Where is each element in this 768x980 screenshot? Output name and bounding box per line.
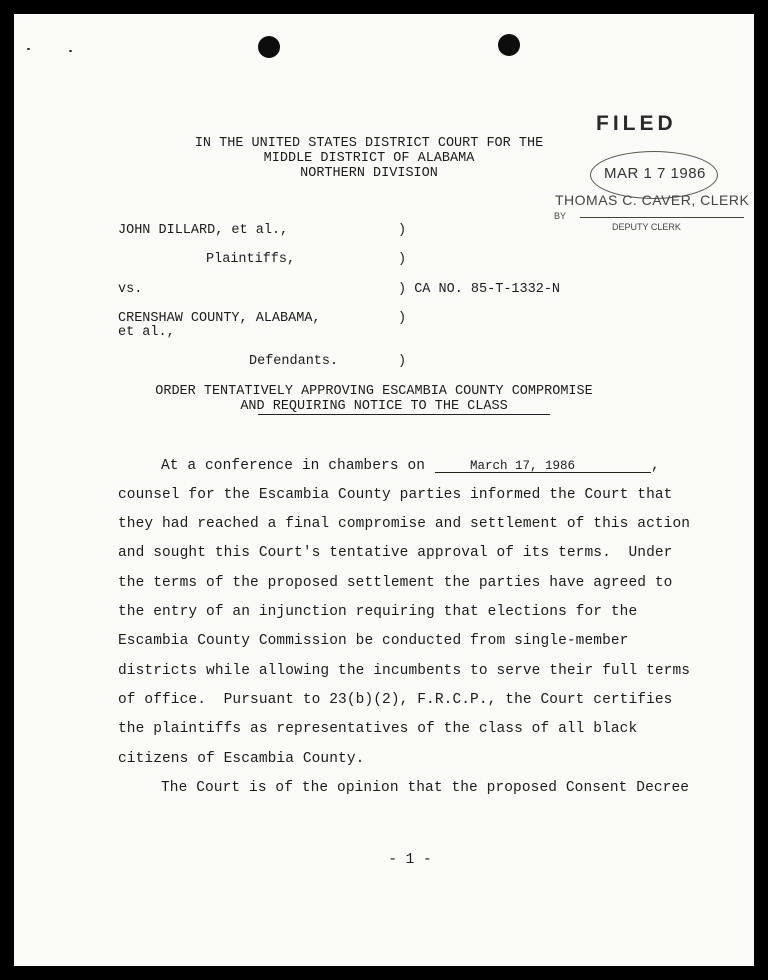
comma: ,	[651, 458, 660, 474]
filed-date: MAR 1 7 1986	[604, 165, 706, 182]
court-line-2: MIDDLE DISTRICT OF ALABAMA	[263, 151, 475, 166]
body-line: Escambia County Commission be conducted from single-member	[118, 633, 629, 649]
versus: vs.	[118, 282, 143, 297]
paragraph-1-start: At a conference in chambers on	[161, 458, 426, 474]
filed-stamp: FILED	[596, 112, 677, 135]
by-label: BY	[554, 211, 567, 221]
defendant-name: CRENSHAW COUNTY, ALABAMA,	[118, 311, 321, 326]
clerk-name: THOMAS C. CAVER, CLERK	[555, 192, 750, 208]
order-title-line-2: AND REQUIRING NOTICE TO THE CLASS	[240, 399, 508, 414]
body-line: citizens of Escambia County.	[118, 751, 365, 767]
paren: )	[398, 311, 407, 326]
body-line: of office. Pursuant to 23(b)(2), F.R.C.P., the Court certifies	[118, 692, 673, 708]
scan-speck	[27, 48, 30, 50]
body-line: and sought this Court's tentative approval of its terms. Under	[118, 545, 673, 561]
body-line: the plaintiffs as representatives of the class of all black	[118, 721, 638, 737]
body-line: districts while allowing the incumbents to serve their full terms	[118, 663, 691, 679]
date-fill-line	[435, 472, 651, 473]
title-underline	[258, 414, 550, 415]
plaintiffs-label: Plaintiffs,	[206, 252, 296, 267]
punch-hole-left	[258, 36, 280, 58]
page-number: - 1 -	[388, 852, 432, 868]
body-line: counsel for the Escambia County parties informed the Court that	[118, 487, 673, 503]
paren: )	[398, 354, 407, 369]
scan-speck	[69, 50, 72, 52]
paren: )	[398, 252, 407, 267]
deputy-clerk-label: DEPUTY CLERK	[612, 222, 681, 232]
signature-line	[580, 217, 744, 218]
document-page	[14, 14, 754, 966]
body-line: they had reached a final compromise and settlement of this action	[118, 516, 691, 532]
body-line: the entry of an injunction requiring that elections for the	[118, 604, 638, 620]
defendant-et-al: et al.,	[118, 325, 175, 340]
plaintiff-name: JOHN DILLARD, et al.,	[118, 223, 289, 238]
body-line: the terms of the proposed settlement the parties have agreed to	[118, 575, 673, 591]
court-line-3: NORTHERN DIVISION	[300, 166, 438, 181]
order-title-line-1: ORDER TENTATIVELY APPROVING ESCAMBIA COUNTY COMPROMISE	[155, 384, 593, 399]
paren: )	[398, 223, 407, 238]
court-line-1: IN THE UNITED STATES DISTRICT COURT FOR THE	[194, 136, 544, 151]
conference-date: March 17, 1986	[470, 459, 576, 473]
defendants-label: Defendants.	[249, 354, 339, 369]
punch-hole-right	[498, 34, 520, 56]
case-number: ) CA NO. 85-T-1332-N	[398, 282, 561, 297]
paragraph-2: The Court is of the opinion that the proposed Consent Decree	[161, 780, 690, 796]
